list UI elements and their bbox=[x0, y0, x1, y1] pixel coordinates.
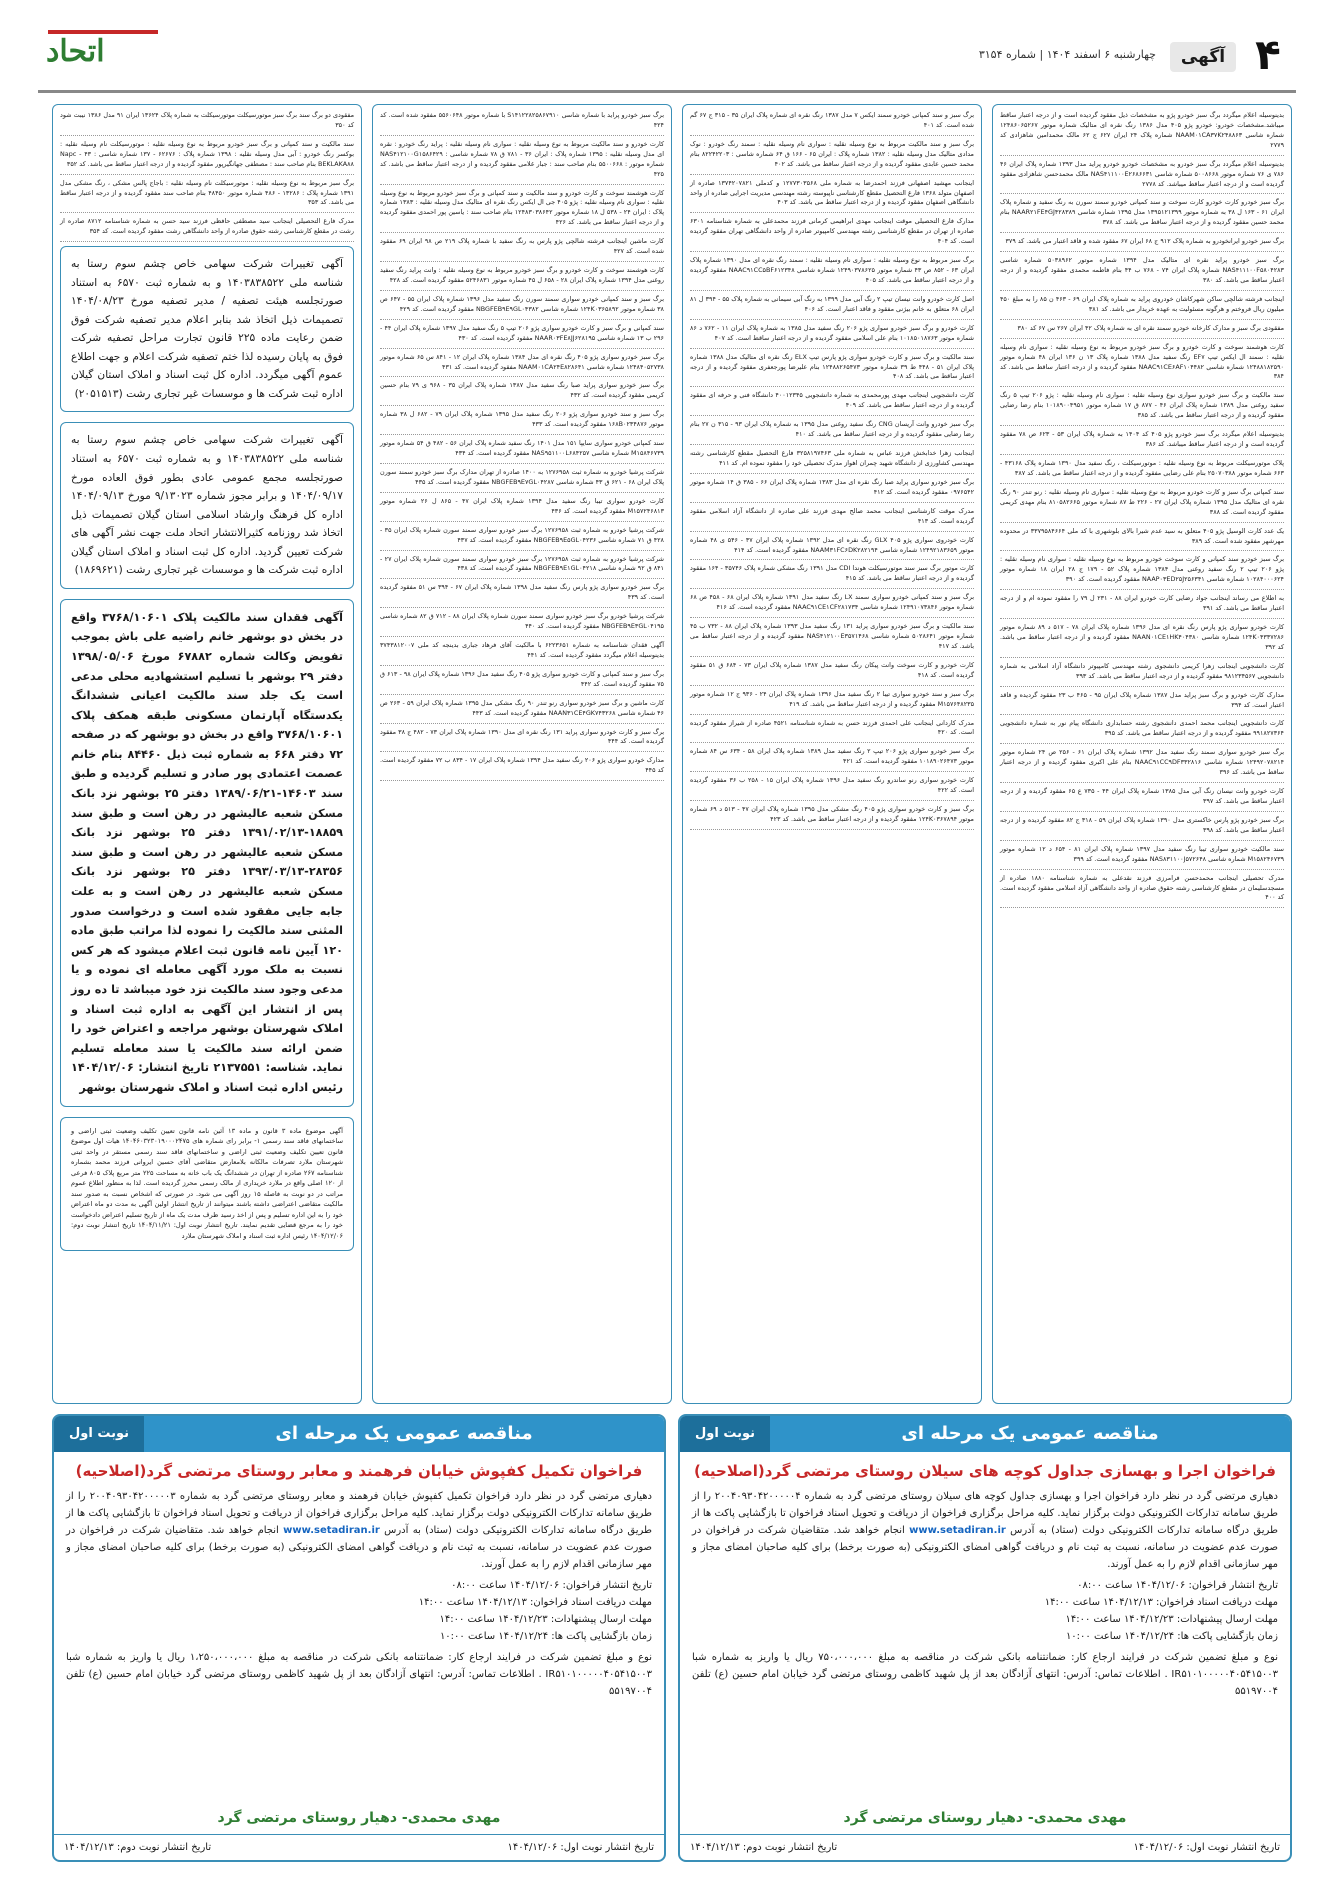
second-publish-date: تاریخ انتشار نوبت دوم: ۱۴۰۴/۱۲/۱۳ bbox=[690, 1842, 838, 1853]
tender-date-line: زمان بازگشایی پاکت ها: ۱۴۰۴/۱۲/۲۴ ساعت ۱۰:۰۰ bbox=[1065, 1631, 1278, 1642]
big-notices bbox=[60, 246, 354, 1106]
classified-ad: مدارک فارغ التحصیلی موقت اینجانب مهدی ابراهیمی کرمانی فرزند محمدعلی به شماره شناسنامه ۶۳۰۱ صادره از تهران در مقطع کارشناسی رشته مهندسی کامپیوتر صادره از واحد دانشگاهی تهران مفقود گردیده است. کد ۴۰۴ bbox=[690, 217, 974, 252]
classified-ad: شرکت پرشیا خودرو برگ سبز خودرو سواری سمند سورن شماره پلاک ایران ۸۸ - ۷۱۲ ق ۸۲ شماره شاسی NBGFEB۹E۳GL۰۴۱۹۵ مفقود گردیده است. کد ۴۴۰ bbox=[380, 612, 664, 637]
page-header bbox=[38, 22, 1296, 94]
tender-body-text: دهیاری مرتضی گرد در نظر دارد فراخوان اجرا و بهسازی جداول کوچه های سیلان روستای مرتضی گرد به شماره ۲۰۰۴۰۹۳۰۴۲۰۰۰۰۰۴ را از طریق سامانه تدارکات الکترونیکی دولت برگزار نماید. کلیه مراحل برگزاری فراخوان از دریافت و تحویل اسناد فراخوان تا بازگشایی پاکت ها از طریق درگاه سامانه تدارکات الکترونیکی دولت (ستاد) به آدرس bbox=[692, 1491, 1279, 1536]
tender-dates bbox=[54, 1573, 664, 1649]
first-publish-date: تاریخ انتشار نوبت اول: ۱۴۰۴/۱۲/۰۶ bbox=[1133, 1842, 1280, 1853]
classified-ad: برگ سبز خودرو سواری پژو ۲۰۶ تیپ ۲ رنگ سفید مدل ۱۳۸۹ شماره پلاک ایران ۵۸ - ۶۳۴ س ۸۴ شماره موتور ۱۰۱۸۹۰۲۶۴۷۳ مفقود گردیده است. کد ۴۲۱ bbox=[690, 747, 974, 772]
classified-ad: پلاک موتورسیکلت مربوط به نوع وسیله نقلیه : موتورسیکلت ، رنگ سفید مدل ۱۳۹۰ شماره پلاک ۴۳۱۶۸ - ۶۶۳ شماره موتور ۲۵۰۷۰۳۸۸ بنام علی رضایی مفقود گردیده و از درجه اعتبار ساقط می باشد. کد ۳۸۷ bbox=[1000, 459, 1284, 484]
setad-link[interactable]: www.setadiran.ir bbox=[283, 1525, 380, 1536]
classified-ad: برگ سبز خودرو وانت آریسان CNG رنگ سفید روغنی مدل ۱۳۹۵ به شماره پلاک ایران ۹۳ - ۳۱۵ ن ۲۷ بنام رضا رضایی مفقود گردیده و از درجه اعتبار ساقط می باشد. کد ۴۱۰ bbox=[690, 420, 974, 445]
classified-ad: مدرک کاردانی اینجانب علی احمدی فرزند حسن به شماره شناسنامه ۴۵۲۱ صادره از شیراز مفقود گردیده است. کد ۴۲۰ bbox=[690, 719, 974, 744]
classified-ad: کارت خودرو وانت نیسان رنگ آبی مدل ۱۳۸۵ شماره پلاک ایران ۴۴ - ۷۳۵ ع ۶۵ مفقود گردیده و از درجه اعتبار ساقط می باشد. کد ۳۹۷ bbox=[1000, 787, 1284, 812]
tender-title: فراخوان تکمیل کفپوش خیابان فرهمند و معابر روستای مرتضی گرد(اصلاحیه) bbox=[75, 1462, 643, 1480]
classified-ad: برگ سبز خودرو سواری پراید صبا رنگ نقره ای مدل ۱۳۸۳ شماره پلاک ایران ۶۶ - ۳۸۵ ق ۱۴ شماره موتور ۰۹۷۶۵۴۲ مفقود گردیده است. کد ۴۱۲ bbox=[690, 478, 974, 503]
notice-column bbox=[52, 104, 362, 1404]
tender-footer bbox=[54, 1834, 664, 1860]
classified-ad: کارت خودرو سواری تیبا رنگ سفید مدل ۱۳۹۴ شماره پلاک ایران ۴۷ - ۸۶۵ ل ۲۶ شماره موتور M۱۵۷۲۴۶۸۱۳ مفقود گردیده است. کد ۴۳۶ bbox=[380, 497, 664, 522]
classified-ad: برگ سبز خودرو کارت خودرو کارت سوخت و سند کمپانی خودرو سمند سورن به رنگ سفید و شماره پلاک ایران ۶۱ - ۱۶۳ ل ۳۸ به شماره موتور ۱۳۹۵۱۲۱۳۹۹ مدل ۱۳۹۵ شماره شاسی NAAR۲۱FE۴GJ۴۲۸۳۸۹ بنام محمد حسین مفقود گردیده و از درجه اعتبار ساقط می باشد. کد ۳۷۸ bbox=[1000, 198, 1284, 233]
classified-ad: شرکت پرشیا خودرو به شماره ثبت ۱۲۷۶۹۵۸ برگ سبز خودرو سواری سمند سورن شماره پلاک ایران ۳۵ - ۴۲۸ ق ۷۱ شماره شاسی NBGFEB۹E۵GL۰۴۲۳۶ مفقود گردیده است. کد ۴۳۷ bbox=[380, 526, 664, 551]
classified-ad: کارت دانشجویی اینجانب زهرا کریمی دانشجوی رشته مهندسی کامپیوتر دانشگاه آزاد اسلامی به شماره دانشجویی ۹۸۱۲۳۴۵۶۷ مفقود گردیده و از درجه اعتبار ساقط می باشد. کد ۳۹۳ bbox=[1000, 662, 1284, 687]
tender-date-line: تاریخ انتشار فراخوان: ۱۴۰۴/۱۲/۰۶ ساعت ۰۸:۰۰ bbox=[1077, 1580, 1278, 1591]
classified-ad: برگ سبز و سند خودرو سواری تیبا ۲ رنگ سفید مدل ۱۳۹۶ شماره پلاک ایران ۲۴ - ۹۳۶ ج ۱۲ شماره موتور M۱۵۷۶۴۸۲۳۵ مفقود گردیده و از درجه اعتبار ساقط می باشد. کد ۴۱۹ bbox=[690, 690, 974, 715]
classified-ad: برگ سبز و سند کمپانی و کارت خودرو سواری پژو ۴۰۵ رنگ سفید مدل ۱۳۹۶ شماره پلاک ایران ۹۸ - ۶۱۳ ق ۷۵ مفقود گردیده است. کد ۴۴۲ bbox=[380, 670, 664, 695]
classified-ad: اینجانب مهشید اصفهانی فرزند احمدرضا به شماره ملی ۱۲۷۷۳۰۳۵۶۸ و کدملی ۱۳۷۴۲۰۷۸۲۱ صادره از اصفهان متولد ۱۳۶۸ فارغ التحصیل مقطع کارشناسی ناپیوسته رشته مهندسی مدیریت اجرایی صادره از واحد دانشگاهی اصفهان مفقود گردیده و از درجه اعتبار ساقط می باشد. کد ۴۰۳ bbox=[690, 179, 974, 214]
classified-ad: اینجانب فرشته شالچی ساکن شهرکاشان خودروی پراید به شماره پلاک ایران ۶۹ - ۴۶۳ ن ۸۵ را به مبلغ ۴۵۰ میلیون ریال فروختم و هرگونه مسئولیت به عهده خریدار می باشد. کد ۳۸۱ bbox=[1000, 295, 1284, 320]
tender-footer bbox=[680, 1834, 1290, 1860]
classified-ad: کارت هوشمند سوخت و کارت خودرو و سند مالکیت و سند کمپانی و برگ سبز خودرو مربوط به نوع وسیله نقلیه : سواری نام وسیله نقلیه : پژو ۴۰۵ جی ال ایکس رنگ نقره ای متالیک مدل وسیله نقلیه : ۱۳۸۳ شماره پلاک : ایران ۲۴ - ۵۳۸ ل ۱۸ شماره موتور ۱۲۴۸۳۰۳۸۶۴۲ بنام صاحب سند : یاسین پور احمدی مفقود گردیده و از درجه اعتبار ساقط می باشد. کد ۴۲۶ bbox=[380, 189, 664, 234]
tender-guarantee: نوع و مبلغ تضمین شرکت در فرایند ارجاع کار: ضمانتنامه بانکی شرکت در مناقصه به مبلغ ۱،۲۵۰،۰۰۰،۰۰۰ ریال یا واریز به شماره شبا IR۵۱۰۱۰۰۰۰۰۴۰۵۴۱۵۰۰۳ . اطلاعات تماس: آدرس: انتهای آزادگان بعد از پل شهید کاظمی روستای مرتضی گرد خیابان امام حسین (ع) تلفن ۵۵۱۹۷۰۰۴ bbox=[66, 1652, 652, 1697]
tender-round-badge: نوبت اول bbox=[680, 1416, 770, 1452]
classified-ad: سند مالکیت و برگ سبز خودرو سواری پراید ۱۳۱ رنگ سفید مدل ۱۳۹۳ شماره پلاک ایران ۸۸ - ۷۳۲ ب ۴۵ شماره موتور ۵۰۲۸۶۴۱ شماره شاسی NAS۴۱۲۱۰۰E۳۵۷۱۴۶۸ مفقود گردیده و از درجه اعتبار ساقط می باشد. کد ۴۱۷ bbox=[690, 622, 974, 657]
classified-ad: کارت دانشجویی اینجانب محمد احمدی دانشجوی رشته حسابداری دانشگاه پیام نور به شماره دانشجویی ۹۹۱۸۲۷۳۶۴ مفقود گردیده و از درجه اعتبار ساقط می باشد. کد ۳۹۵ bbox=[1000, 719, 1284, 744]
law-notice-text: آگهی موضوع ماده ۳ قانون و ماده ۱۳ آئین نامه قانون تعیین تکلیف وضعیت ثبتی اراضی و ساختمانهای فاقد سند رسمی ۱- برابر رای شماره های ۱۴۰۴۶۰۳۲۳۰۱۹۰۰۰۲۴۷۵ هیات اول موضوع قانون تعیین تکلیف وضعیت ثبتی اراضی و ساختمانهای فاقد سند رسمی مستقر در واحد ثبتی شهرستان ملارد تصرفات مالکانه بلامعارض متقاضی آقای حسین ایروانی فرزند محمد بشماره شناسنامه ۲۶۷ صادره از تهران در ششدانگ یک باب خانه به مساحت ۲۲۵ متر مربع پلاک ۸۰۵ فرعی از ۱۲۰ اصلی واقع در ملارد خریداری از مالک رسمی محرز گردیده است. لذا به منظور اطلاع عموم مراتب در دو نوبت به فاصله ۱۵ روز آگهی می شود. در صورتی که اشخاص نسبت به صدور سند مالکیت متقاضی اعتراضی داشته باشند میتوانند از تاریخ انتشار اولین آگهی به مدت دو ماه اعتراض خود را به این اداره تسلیم و پس از اخذ رسید ظرف مدت یک ماه از تاریخ تسلیم اعتراض دادخواست خود را به مرجع قضایی تقدیم نمایند. تاریخ انتشار نوبت اول: ۱۴۰۴/۱۱/۲۱ تاریخ انتشار نوبت دوم: ۱۴۰۴/۱۲/۰۶ رئیس اداره ثبت اسناد و املاک شهرستان ملارد bbox=[71, 1126, 343, 1241]
classified-ad: آگهی فقدان شناسنامه به شماره ۶۲۲۳۶۵۱ با مالکیت آقای فرهاد جباری بدینجه کد ملی ۳۷۴۳۸۱۲۰۰۷ بدینوسیله اعلام میگردد مفقود گردیده است. کد ۴۴۱ bbox=[380, 641, 664, 666]
classified-ad: کارت خودرو سواری رنو ساندرو رنگ سفید مدل ۱۳۹۶ شماره پلاک ایران ۱۵ - ۲۵۸ ب ۳۶ مفقود گردیده است. کد ۴۲۲ bbox=[690, 776, 974, 801]
second-publish-date: تاریخ انتشار نوبت دوم: ۱۴۰۴/۱۲/۱۳ bbox=[64, 1842, 212, 1853]
tender-signer: مهدی محمدی- دهیار روستای مرتضی گرد bbox=[843, 1810, 1127, 1826]
first-publish-date: تاریخ انتشار نوبت اول: ۱۴۰۴/۱۲/۰۶ bbox=[507, 1842, 654, 1853]
ad-column-2 bbox=[682, 104, 982, 1404]
tender-title: فراخوان اجرا و بهسازی جداول کوچه های سیلان روستای مرتضی گرد(اصلاحیه) bbox=[693, 1462, 1276, 1480]
classified-ad: برگ سبز خودرو سند کمپانی و کارت سوخت خودرو مربوط به نوع وسیله نقلیه : سواری نام وسیله نقلیه : پژو ۲۰۶ تیپ ۲ رنگ سفید روغنی مدل ۱۳۸۴ شماره پلاک ۵۲ - ۱۷۹ ج ۲۸ ایران ۱۸ شماره موتور ۱۰۲۸۴۰۰۰۶۲۴ شماره شاسی NAAP۰۳ED۲۵J۲۵۶۳۴۱ مفقود گردیده است. کد ۳۹۰ bbox=[1000, 555, 1284, 590]
classified-ad: برگ سبز خودرو سواری پراید صبا رنگ سفید مدل ۱۳۸۷ شماره پلاک ایران ۳۵ - ۹۶۸ ی ۷۹ بنام حسین کریمی مفقود گردیده است. کد ۴۳۲ bbox=[380, 381, 664, 406]
classified-ad: برگ سبز خودرو سواری سمند رنگ سفید مدل ۱۳۹۲ شماره پلاک ایران ۶۱ - ۲۵۶ ص ۲۴ شماره موتور ۱۲۴۹۲۰۷۸۲۱۴ شماره شاسی NAAC۹۱CC۹DF۳۳۲۸۱۶ بنام علی اکبری مفقود گردیده و از درجه اعتبار ساقط می باشد. کد ۳۹۶ bbox=[1000, 748, 1284, 783]
issue-date: چهارشنبه ۶ اسفند ۱۴۰۴ | شماره ۳۱۵۴ bbox=[978, 48, 1156, 61]
classified-ad: مفقودی برگ سبز و مدارک کارخانه خودرو سمند نقره ای به شماره پلاک ۴۲ ایران ۲۶۷ س ۶۷ کد ۳۸۰ bbox=[1000, 324, 1284, 339]
classified-ad: کارت هوشمند سوخت و کارت خودرو و برگ سبز خودرو مربوط به نوع وسیله نقلیه : سواری نام وسیله نقلیه : سمند ال ایکس تیپ EF۷ رنگ سفید مدل ۱۳۸۸ شماره پلاک ۱۳ ن ۱۳۶ ایران ۴۸ شماره موتور ۱۲۴۸۸۱۸۲۵۹۰ شماره شاسی NAAC۹۱CE۶AF۱۰۴۴۸۲ مفقود گردیده و از درجه اعتبار ساقط می باشد. کد ۳۸۴ bbox=[1000, 343, 1284, 388]
tender-dates bbox=[680, 1573, 1290, 1649]
ad-column-1 bbox=[992, 104, 1292, 1404]
classified-ad: برگ سبز و کارت خودرو سواری پراید ۱۳۱ رنگ نقره ای مدل ۱۳۹۰ شماره پلاک ایران ۷۳ - ۴۸۲ ج ۳۸ مفقود گردیده است. کد ۴۴۴ bbox=[380, 728, 664, 753]
classified-ad: برگ سبز خودرو ایرانخودرو به شماره پلاک ۹۱۲ ج ۶۸ ایران ۶۷ مفقود شده و فاقد اعتبار می باشد. کد ۳۷۹ bbox=[1000, 237, 1284, 252]
classified-ad: کارت خودرو و کارت سوخت وانت پیکان رنگ سفید مدل ۱۳۸۷ شماره پلاک ایران ۷۳ - ۶۸۴ ق ۵۱ مفقود گردیده است. کد ۴۱۸ bbox=[690, 661, 974, 686]
classified-ad: برگ سبز خودرو پراید با شماره شاسی S۱۴۱۲۲۸۲۵۸۶۷۹۱۰ با شماره موتور ۵۵۶۰۶۴۸ مفقود شده است. کد ۴۲۴ bbox=[380, 111, 664, 136]
classified-ad: کارت خودرو و برگ سبز خودرو سواری پژو ۲۰۶ رنگ سفید مدل ۱۳۸۵ به شماره پلاک ایران ۱۱ - ۷۶۲ د ۸۶ شماره موتور ۱۰۱۸۵۰۱۸۷۶۳ بنام علی اسلامی مفقود گردیده و از درجه اعتبار ساقط است. کد ۴۰۷ bbox=[690, 324, 974, 349]
tender-date-line: مهلت دریافت اسناد فراخوان: ۱۴۰۴/۱۲/۱۳ ساعت ۱۴:۰۰ bbox=[1044, 1597, 1278, 1608]
official-notice bbox=[60, 422, 354, 588]
official-notice bbox=[60, 246, 354, 412]
tender-body bbox=[680, 1488, 1290, 1573]
newspaper-logo bbox=[38, 22, 168, 82]
tender-date-line: مهلت دریافت اسناد فراخوان: ۱۴۰۴/۱۲/۱۳ ساعت ۱۴:۰۰ bbox=[418, 1597, 652, 1608]
classified-ad: سند کمپانی خودرو سواری سایپا ۱۵۱ مدل ۱۴۰۱ رنگ سفید شماره پلاک ایران ۵۶ - ۴۸۲ ق ۵۴ شماره موتور M۱۵۸۴۶۷۳۹ شماره شاسی NAS۹۵۱۱۰۰L۶۸۴۲۵۷ مفقود گردیده است. کد ۴۳۴ bbox=[380, 439, 664, 464]
page-number: ۴ bbox=[1255, 30, 1281, 79]
tender-body bbox=[54, 1488, 664, 1573]
classified-ad: مدرک تحصیلی اینجانب محمدحسن فرامرزی فرزند نقدعلی به شماره شناسنامه ۱۸۸۰ صادره از مسجدسلیمان در مقطع کارشناسی رشته حقوق صادره از واحد دانشگاهی آزاد اسلامی مفقود گردیده است. کد ۴۰۰ bbox=[1000, 874, 1284, 909]
official-notice-text: آگهی فقدان سند مالکیت پلاک ۳۷۶۸/۱۰۶۰۱ واقع در بخش دو بوشهر خانم راضیه علی باش بموجب تفویض وکالت شماره ۶۷۸۸۲ مورخ ۱۳۹۸/۰۵/۰۶ دفتر ۲۹ بوشهر با تسلیم استشهادیه محلی مدعی است یک جلد سند مالکیت اعیانی ششدانگ یکدستگاه آپارتمان مسکونی طبقه همکف پلاک ۳۷۶۸/۱۰۶۰۱ واقع در بخش دو بوشهر که در صفحه ۷۲ دفتر ۶۶۸ به شماره ثبت ذیل ۸۴۴۶۰ بنام خانم عصمت اعتمادی پور صادر و تسلیم گردیده و طبق سند ۱۴۶۰۳-۱۳۸۹/۰۶/۲۱ دفتر ۲۵ بوشهر نزد بانک مسکن شعبه عالیشهر در رهن است و طبق سند ۱۸۸۵۹-۱۳۹۱/۰۲/۱۳ دفتر ۲۵ بوشهر نزد بانک مسکن شعبه عالیشهر در رهن است و طبق سند ۲۸۳۵۶-۱۳۹۳/۰۳/۱۳ دفتر ۲۵ بوشهر نزد بانک مسکن شعبه عالیشهر در رهن است و به علت جابه جایی مفقود شده است و درخواست صدور المثنی سند مالکیت را نموده لذا مراتب طبق ماده ۱۲۰ آیین نامه قانون ثبت اعلام میشود که هر کس نسبت به ملک مورد آگهی معامله ای نموده و یا مدعی وجود سند مالکیت نزد خود میباشد تا ده روز پس از انتشار این آگهی به اداره ثبت اسناد و املاک شهرستان بوشهر مراجعه و اعتراض خود را ضمن ارائه سند مالکیت یا سند معامله تسلیم نماید. شناسه: ۲۱۳۷۵۵۱ تاریخ انتشار: ۱۴۰۴/۱۲/۰۶ رئیس اداره ثبت اسناد و املاک شهرستان بوشهر bbox=[71, 610, 344, 1094]
classified-ad: کارت ماشین اینجانب فرشته شالچی پژو پارس به رنگ سفید با شماره پلاک ۲۱۹ ص ۹۸ ایران ۶۹ مفقود شده است. کد ۴۲۷ bbox=[380, 237, 664, 262]
classified-ad: اینجانب زهرا خدابخش فرزند عباس به شماره ملی ۳۲۵۸۱۹۷۴۶۳ فارغ التحصیل مقطع کارشناسی رشته مهندسی کشاورزی از دانشگاه شهید چمران اهواز مدرک تحصیلی خود را مفقود نموده ام. کد ۴۱۱ bbox=[690, 449, 974, 474]
classified-ad: شرکت پرشیا خودرو به شماره ثبت ۱۲۷۶۹۵۸ برگ سبز خودرو سواری سمند سورن شماره پلاک ایران ۲۷ - ۸۴۱ ق ۹۲ شماره شاسی NBGFEB۹E۱GL۰۴۲۱۸ مفقود گردیده است. کد ۴۳۸ bbox=[380, 555, 664, 580]
classified-ad: مفقودی دو برگ سند برگ سبز موتورسیکلت موتورسیکلت به شماره پلاک ۱۳۶۲۴ ایران ۹۱ مدل ۱۳۸۶ نیبت شود کد ۳۵۰ bbox=[60, 111, 354, 136]
tender-box-2 bbox=[52, 1414, 666, 1862]
tender-type: مناقصه عمومی یک مرحله ای bbox=[275, 1423, 533, 1444]
logo-text: اتحاد bbox=[46, 34, 105, 69]
ads-columns bbox=[52, 104, 1292, 1404]
classified-ad: برگ سبز و سند کمپانی خودرو سواری سمند LX رنگ سفید مدل ۱۳۹۱ شماره پلاک ایران ۶۸ - ۴۵۸ ص ۶۸ شماره موتور ۱۲۴۹۱۰۷۳۸۴۶ شماره شاسی NAAC۹۱CE۱CF۲۸۱۷۳۴ مفقود گردیده است. کد ۴۱۶ bbox=[690, 593, 974, 618]
classified-ad: برگ سبز خودرو پراید نقره ای متالیک مدل ۱۳۹۴ شماره موتور ۵۰۳۸۹۶۲ شماره شاسی NAS۴۱۱۱۰۰F۵۸۰۴۲۸۳ شماره پلاک ایران ۷۴ - ۷۶۸ ب ۴۴ بنام فاطمه محمدی مفقود گردیده و از درجه اعتبار ساقط می باشد. کد ۳۸۰ bbox=[1000, 256, 1284, 291]
classified-ad: برگ سبز و کارت خودرو سواری پژو ۴۰۵ رنگ مشکی مدل ۱۳۹۵ شماره پلاک ایران ۴۷ - ۵۱۳ د ۶۹ شماره موتور ۱۲۴K۰۳۶۷۸۹۴ مفقود گردیده و از درجه اعتبار ساقط می باشد. کد ۴۲۳ bbox=[690, 805, 974, 830]
classified-ad: به اطلاع می رساند اینجانب جواد رضایی کارت خودرو ایران ۸۸ - ۲۳۱ ل ۷۹ را مفقود نموده ام و از درجه اعتبار ساقط می باشد. کد ۳۹۱ bbox=[1000, 594, 1284, 619]
tender-guarantee: نوع و مبلغ تضمین شرکت در فرایند ارجاع کار: ضمانتنامه بانکی شرکت در مناقصه به مبلغ ۷۵۰،۰۰۰،۰۰۰ ریال یا واریز به شماره شبا IR۵۱۰۱۰۰۰۰۰۴۰۵۴۱۵۰۰۳ . اطلاعات تماس: آدرس: انتهای آزادگان بعد از پل شهید کاظمی روستای مرتضی گرد خیابان امام حسین (ع) تلفن ۵۵۱۹۷۰۰۴ bbox=[692, 1652, 1278, 1697]
section-label: آگهی bbox=[1170, 42, 1236, 72]
ad-column-3 bbox=[372, 104, 672, 1404]
classified-ad: برگ سبز و سند خودرو سواری پژو ۲۰۶ رنگ سفید مدل ۱۳۹۵ شماره پلاک ایران ۷۹ - ۶۸۲ ل ۳۸ شماره موتور ۱۶۸B۰۲۳۴۸۷۶ مفقود گردیده است. کد ۴۳۳ bbox=[380, 410, 664, 435]
classified-ad: برگ سبز و سند کمپانی خودرو سمند ایکس ۷ مدل ۱۳۸۷ رنگ نقره ای شماره پلاک ایران ۳۵ - ۳۱۵ ج ۶۷ گم شده است. کد ۴۰۱ bbox=[690, 111, 974, 136]
classified-ad: بدینوسیله اعلام میگردد برگ سبز خودرو پژو ۴۰۵ کد ۱۴۰۴ به شماره پلاک ایران ۵۳ - ۶۲۳ ص ۷۸ مفقود گردیده است و از درجه اعتبار ساقط میباشد. کد ۳۸۶ bbox=[1000, 430, 1284, 455]
classified-ad: شرکت پرشیا خودرو به شماره ثبت ۱۲۷۶۹۵۸ به ۱۴۰۰ صادره از تهران مدارک برگ سبز خودرو سمند سورن پلاک ایران ۶۸ - ۶۲۱ ق ۴۳ شماره شاسی NBGFEB۹E۷GL۰۴۲۸۷ مفقود گردیده است. کد ۴۳۵ bbox=[380, 468, 664, 493]
classified-ad: مدارک خودرو سواری پژو ۲۰۶ رنگ سفید مدل ۱۳۹۴ شماره پلاک ایران ۱۷ - ۸۳۴ ب ۷۲ مفقود گردیده است. کد ۴۴۵ bbox=[380, 756, 664, 781]
classified-ad: سند مالکیت و برگ سبز و کارت خودرو سواری پژو پارس تیپ ELX رنگ نقره ای متالیک مدل ۱۳۸۸ شماره پلاک ایران ۵۱ - ۴۴۸ ط ۳۹ شماره موتور ۱۲۴۸۸۲۶۵۴۷۳ بنام علیرضا پورجعفری مفقود گردیده و از درجه اعتبار ساقط می باشد. کد ۴۰۸ bbox=[690, 353, 974, 388]
classified-ad: کارت خودرو و سند مالکیت مربوط به نوع وسیله نقلیه : سواری نام وسیله نقلیه : پراید رنگ خودرو : نقره ای مدل وسیله نقلیه : ۱۳۹۵ شماره پلاک : ایران ۳۶ - ۷۸۱ ق ۷۸ شماره شاسی : NAS۴۱۲۱۰۰G۱۵۸۶۴۲۹ شماره موتور : ۵۵۰۰۶۶۸ بنام صاحب سند : جبار غلامی مفقود گردیده و از درجه اعتبار ساقط می باشد. کد ۴۲۵ bbox=[380, 140, 664, 185]
classified-ad: یک عدد کارت الوسیل پژو ۴۰۵ متعلق به سید عدم شیرا بالای بلوشهری با کد ملی ۳۳۷۹۵۸۴۶۶۴ در محدوده مهرشهر مفقود شده است. کد ۳۸۹ bbox=[1000, 527, 1284, 552]
classified-ad: برگ سبز و سند مالکیت مربوط به نوع وسیله نقلیه : سواری نام وسیله نقلیه : سمند رنگ خودرو : نوک مدادی متالیک مدل وسیله نقلیه : ۱۳۸۲ شماره پلاک : ایران ۶۵ - ۱۶۶ ق ۶۴ شماره شاسی : ۸۲۲۴۲۲۰۳ بنام محمد حسین عابدی مفقود گردیده و از درجه اعتبار ساقط می باشد. کد ۴۰۲ bbox=[690, 140, 974, 175]
classified-ad: سند کمپانی و برگ سبز و کارت خودرو سواری پژو ۲۰۶ تیپ ۵ رنگ سفید مدل ۱۳۹۷ شماره پلاک ایران ۴۴ - ۲۹۶ ب ۱۳ شماره شاسی NAAR۰۳FE۸JJ۶۲۸۱۹۵ مفقود گردیده است. کد ۴۳۰ bbox=[380, 324, 664, 349]
small-notices bbox=[60, 111, 354, 242]
classified-ad: برگ سبز خودرو پژو پارس خاکستری مدل ۱۳۹۰ شماره پلاک ایران ۵۹ - ۳۱۸ ج ۸۲ مفقود گردیده و از درجه اعتبار ساقط می باشد. کد ۳۹۸ bbox=[1000, 816, 1284, 841]
classified-ad: بدینوسیله اعلام میگردد برگ سبز خودرو به مشخصات خودرو خودرو پراید مدل ۱۳۹۳ شماره پلاک ایران ۴۶ ۷۸۶ ی ۷۶ شماره موتور ۵۰۰۸۶۶۸ شماره شاسی NAS۴۱۱۱۰۰E۲۶۸۶۶۳۱ مالک محمدحسن شاهزادی مفقود گردیده است و از درجه اعتبار ساقط میباشد. کد ۲۷۷۸ bbox=[1000, 160, 1284, 195]
classified-ad: مدرک موقت کارشناسی اینجانب محمد صالح مهدی فرزند علی صادره از دانشگاه آزاد اسلامی مفقود گردیده است. کد ۴۱۳ bbox=[690, 507, 974, 532]
header-divider bbox=[38, 90, 1296, 93]
official-notice-text: آگهی تغییرات شرکت سهامی خاص چشم سوم رستا به شناسه ملی ۱۴۰۳۸۳۸۵۲۲ و به شماره ثبت ۶۵۷۰ به استناد صورتجلسه هیئت تصفیه / مدیر تصفیه مورخ ۱۴۰۴/۰۸/۲۳ تصمیمات ذیل اتخاذ شد بنابر اعلام مدیر تصفیه شرکت فوق ضمن رعایت ماده ۲۲۵ قانون تجارت مراحل تصفیه شرکت فوق به پایان رسیده لذا ختم تصفیه شرکت اعلام و جهت اطلاع عموم آگهی میگردد. اداره کل ثبت اسناد و املاک استان گیلان اداره ثبت شرکت ها و موسسات غیر تجاری رشت (۲۰۵۱۵۱۳) bbox=[71, 258, 344, 400]
classified-ad: کارت هوشمند سوخت و کارت خودرو و برگ سبز خودرو مربوط به نوع وسیله نقلیه : وانت پراید رنگ سفید روغنی مدل ۱۳۹۴ شماره پلاک ایران ۲۸ - ۶۵۸ ل ۴۵ شماره موتور ۵۲۴۶۸۳۱ مفقود گردیده است. کد ۴۲۸ bbox=[380, 266, 664, 291]
tender-body-text-2: انجام خواهد شد. متقاضیان شرکت در فراخوان در صورت عدم عضویت در سامانه، نسبت به ثبت نام و دریافت گواهی امضای الکترونیکی (به صورت برخط) برای کلیه صاحبان امضای مجاز و مهر سازمانی اقدام لازم را به عمل آورند. bbox=[692, 1525, 1278, 1570]
classified-ad: برگ سبز خودرو سواری پژو پارس رنگ سفید مدل ۱۳۹۸ شماره پلاک ایران ۶۷ - ۳۹۴ س ۵۱ مفقود گردیده است. کد ۴۳۹ bbox=[380, 583, 664, 608]
classified-ad: برگ سبز و سند کمپانی خودرو سواری سمند سورن رنگ سفید مدل ۱۳۹۶ شماره پلاک ایران ۵۵ - ۶۴۷ ص ۳۸ شماره موتور ۱۲۴K۰۳۶۵۸۹۲ شماره شاسی NBGFEB۹E۹GL۰۴۳۸۲ مفقود گردیده است. کد ۴۲۹ bbox=[380, 295, 664, 320]
tender-type: مناقصه عمومی یک مرحله ای bbox=[901, 1423, 1159, 1444]
classified-ad: سند کمپانی برگ سبز و کارت خودرو مربوط به نوع وسیله نقلیه : سواری نام وسیله نقلیه : رنو تندر ۹۰ رنگ نقره ای متالیک مدل ۱۳۹۵ شماره پلاک ایران ۲۷ - ۲۲۶ ط ۸۷ شماره موتور ۸۱۰۵۸۲۶۶۵ بنام مهدی کریمی مفقود گردیده است. کد ۳۸۸ bbox=[1000, 488, 1284, 523]
classified-ad: سند مالکیت و برگ سبز خودرو سواری نوع وسیله نقلیه : سواری نام وسیله نقلیه : پژو ۲۰۶ تیپ ۵ رنگ سفید روغنی مدل ۱۳۸۹ شماره پلاک ایران ۴۶ - ۸۷۷ ق ۱۷ شماره موتور ۱۰۱۸۹۰۰۴۹۵۱ بنام رضا رضایی مفقود گردیده و از درجه اعتبار ساقط می باشد. کد ۳۸۵ bbox=[1000, 391, 1284, 426]
classified-ad: سند مالکیت و سند کمپانی و برگ سبز خودرو مربوط به نوع وسیله نقلیه : موتورسیکلت نام وسیله نقلیه : بوکسر رنگ خودرو : آبی مدل وسیله نقلیه : ۱۳۹۸ شماره پلاک : ۶۲۶۷۶ - ۱۳۷ شماره شاسی : ۴۳ - Napc BEKLAKA۸۸ بنام صاحب سند : مصطفی جهانگیرپور مفقود گردیده و از درجه اعتبار ساقط می باشد. کد ۳۵۲ bbox=[60, 140, 354, 175]
classified-ad: کارت خودرو سواری پژو پارس رنگ نقره ای مدل ۱۳۹۶ شماره پلاک ایران ۷۸ - ۵۱۷ د ۸۹ شماره موتور ۱۲۴K۰۴۳۳۷۲۸۶ شماره شاسی NAAN۰۱CE۱HK۴۰۴۳۸۰ مفقود گردیده و از درجه اعتبار ساقط می باشد. کد ۳۹۲ bbox=[1000, 623, 1284, 658]
setad-link[interactable]: www.setadiran.ir bbox=[909, 1525, 1006, 1536]
classified-ad: برگ سبز خودرو سواری پژو ۴۰۵ رنگ نقره ای مدل ۱۳۸۴ شماره پلاک ایران ۱۲ - ۸۴۱ س ۶۵ شماره موتور ۱۲۴۸۴۰۵۲۷۳۸ شماره شاسی NAAM۰۱CA۲۴E۸۲۸۶۴۱ مفقود گردیده است. کد ۴۳۱ bbox=[380, 353, 664, 378]
tender-body-text: دهیاری مرتضی گرد در نظر دارد فراخوان تکمیل کفپوش خیابان فرهمند و معابر روستای مرتضی گرد به شماره ۲۰۰۴۰۹۳۰۴۲۰۰۰۰۰۳ را از طریق سامانه تدارکات الکترونیکی دولت برگزار نماید. کلیه مراحل برگزاری فراخوان از دریافت و تحویل اسناد فراخوان تا بازگشایی پاکت ها از طریق درگاه سامانه تدارکات الکترونیکی دولت (ستاد) به آدرس bbox=[66, 1491, 652, 1536]
tender-date-line: زمان بازگشایی پاکت ها: ۱۴۰۴/۱۲/۲۴ ساعت ۱۰:۰۰ bbox=[439, 1631, 652, 1642]
classified-ad: مدرک فارغ التحصیلی اینجانب سید مصطفی حافظی فرزند سید حسن به شماره شناسنامه ۸۷۱۲ صادره از رشت در مقطع کارشناسی رشته حقوق صادره از واحد دانشگاهی رشت مفقود گردیده است. کد ۳۵۴ bbox=[60, 217, 354, 242]
classified-ad: کارت دانشجویی اینجانب مهدی پورمحمدی به شماره دانشجویی ۴۰۰۱۲۳۴۵ دانشگاه فنی و حرفه ای مفقود گردیده و از درجه اعتبار ساقط می باشد. کد ۴۰۹ bbox=[690, 391, 974, 416]
classified-ad: برگ سبز مربوط به نوع وسیله نقلیه : موتورسیکلت نام وسیله نقلیه : باجاج پالس مشکی ، رنگ مشکی مدل ۱۳۹۱ شماره پلاک : ۱۳۲۸۶ - ۴۸۶ شماره موتور ۴۸۴۵۰ بنام صاحب سند مفقود گردیده و از درجه اعتبار ساقط می باشد. کد ۳۵۳ bbox=[60, 179, 354, 214]
classified-ad: اصل کارت خودرو وانت نیسان تیپ ۲ رنگ آبی مدل ۱۳۹۹ به رنگ آبی سیمانی به شماره پلاک ۵۵ - ۳۹۴ ل ۸۱ ایران ۶۸ متعلق به خانم بیژنی مفقود و فاقد اعتبار است. کد ۴۰۶ bbox=[690, 295, 974, 320]
classified-ad: کارت موتور برگ سبز سند موتورسیکلت هوندا CDI مدل ۱۳۹۱ رنگ مشکی شماره پلاک ۳۵۷۴۶ - ۱۶۴ مفقود گردیده و از درجه اعتبار ساقط می باشد. کد ۴۱۵ bbox=[690, 564, 974, 589]
tenders-area bbox=[52, 1414, 1292, 1862]
law-notice bbox=[60, 1117, 354, 1251]
tender-box-1 bbox=[678, 1414, 1292, 1862]
tender-round-badge: نوبت اول bbox=[54, 1416, 144, 1452]
tender-signer: مهدی محمدی- دهیار روستای مرتضی گرد bbox=[217, 1810, 501, 1826]
classified-ad: بدینوسیله اعلام میگردد برگ سبز خودرو پژو به مشخصات ذیل مفقود گردیده است و از درجه اعتبار ساقط میباشد.مشخصات خودرو: خودرو پژو ۴۰۵ مدل ۱۳۸۶ رنگ نقره ای متالیک شماره موتور ۱۲۴۸۶۰۶۵۲۶۷ شماره شاسی NAAM۰۱CA۳۷K۲۴۸۸۶۳ شماره پلاک ۲۴ ایران ۶۲۷ ج ۶۲ مالک محمدامین شاهزادی کد ۲۷۷۹ bbox=[1000, 111, 1284, 156]
tender-date-line: مهلت ارسال پیشنهادات: ۱۴۰۴/۱۲/۲۳ ساعت ۱۴:۰۰ bbox=[439, 1614, 652, 1625]
tender-date-line: تاریخ انتشار فراخوان: ۱۴۰۴/۱۲/۰۶ ساعت ۰۸:۰۰ bbox=[451, 1580, 652, 1591]
classified-ad: کارت خودروی سواری پژو ۴۰۵ GLX رنگ نقره ای مدل ۱۳۹۲ شماره پلاک ایران ۳۷ - ۵۴۶ ی ۴۸ شماره موتور ۱۲۴۹۲۱۸۳۶۵۹ شماره شاسی NAAM۳۱FC۶DK۲۸۲۱۹۴ مفقود گردیده است. کد ۴۱۴ bbox=[690, 536, 974, 561]
classified-ad: برگ سبز مربوط به نوع وسیله نقلیه : سواری نام وسیله نقلیه : سمند رنگ نقره ای مدل ۱۳۹۰ شماره پلاک ایران ۶۳ - ۸۵۲ ص ۴۳ شماره موتور ۱۲۴۹۰۳۷۸۶۲۵ شماره شاسی NAAC۹۱CC۵BF۶۱۲۳۴۸ مفقود گردیده و از درجه اعتبار ساقط می باشد. کد ۴۰۵ bbox=[690, 256, 974, 291]
official-notice-text: آگهی تغییرات شرکت سهامی خاص چشم سوم رستا به شناسه ملی ۱۴۰۳۸۳۸۵۲۲ و به شماره ثبت ۶۵۷۰ به استناد صورتجلسه مجمع عمومی عادی بطور فوق العاده مورخ ۱۴۰۴/۰۹/۱۷ و برابر مجوز شماره ۹/۱۳۰۲۳ مورخ ۱۴۰۴/۰۹/۱۳ اداره کل فرهنگ وارشاد اسلامی استان گیلان تصمیمات ذیل اتخاذ شد روزنامه کثیرالانتشار اتحاد ملت جهت نشر آگهی های شرکت تعیین گردید. اداره کل ثبت اسناد و املاک استان گیلان اداره ثبت شرکت ها و موسسات غیر تجاری رشت (۱۸۶۹۶۲۱) bbox=[71, 434, 344, 577]
classified-ad: سند مالکیت خودرو سواری تیبا رنگ سفید مدل ۱۳۹۷ شماره پلاک ایران ۸۱ - ۶۵۴ د ۱۲ شماره موتور M۱۵۸۲۴۶۷۳۹ شماره شاسی NAS۸۳۱۱۰۰J۵۷۲۶۴۸ مفقود گردیده است. کد ۳۹۹ bbox=[1000, 845, 1284, 870]
official-notice bbox=[60, 599, 354, 1107]
tender-header bbox=[680, 1416, 1290, 1452]
classified-ad: کارت ماشین و برگ سبز خودرو سواری رنو تندر ۹۰ رنگ مشکی مدل ۱۳۹۵ شماره پلاک ایران ۵۹ - ۲۶۳ ص ۴۶ شماره شاسی NAAN۳۱CE۴GK۷۴۳۲۶۸ مفقود گردیده است. کد ۴۴۳ bbox=[380, 699, 664, 724]
classified-ad: مدارک کارت خودرو و برگ سبز پراید مدل ۱۳۸۷ شماره پلاک ایران ۹۵ - ۴۶۵ ب ۲۳ مفقود گردیده و فاقد اعتبار است. کد ۳۹۴ bbox=[1000, 691, 1284, 716]
tender-body-text-2: انجام خواهد شد. متقاضیان شرکت در فراخوان در صورت عدم عضویت در سامانه، نسبت به ثبت نام و دریافت گواهی امضای الکترونیکی (به صورت برخط) برای کلیه صاحبان امضای مجاز و مهر سازمانی اقدام لازم را به عمل آورند. bbox=[66, 1525, 652, 1570]
tender-header bbox=[54, 1416, 664, 1452]
tender-date-line: مهلت ارسال پیشنهادات: ۱۴۰۴/۱۲/۲۳ ساعت ۱۴:۰۰ bbox=[1065, 1614, 1278, 1625]
